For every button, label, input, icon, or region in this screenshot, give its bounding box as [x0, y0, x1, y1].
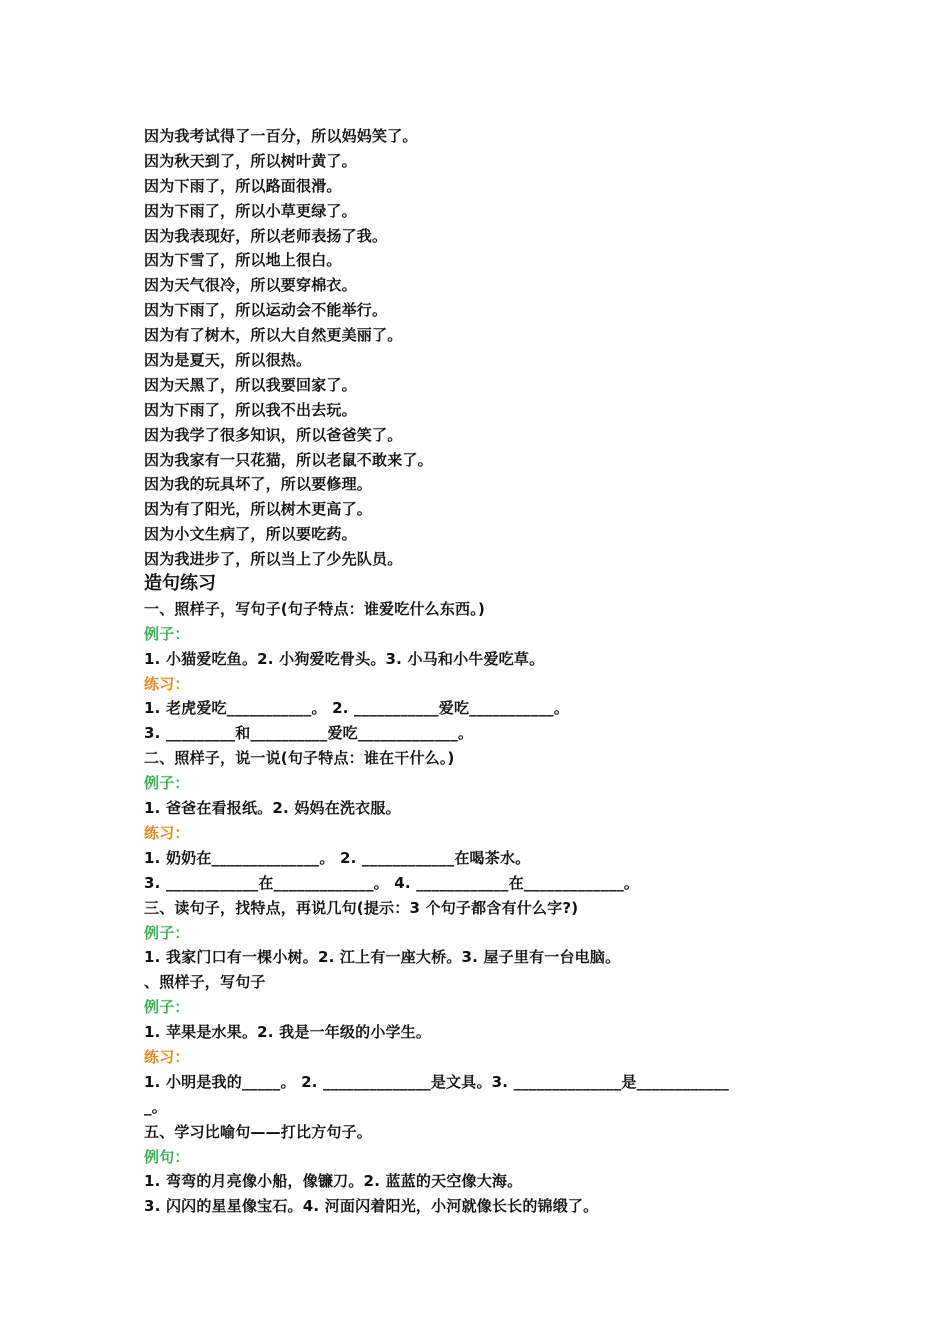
sentence-line: 因为我家有一只花猫，所以老鼠不敢来了。: [144, 450, 433, 469]
sentence-line: 因为我学了很多知识，所以爸爸笑了。: [144, 425, 403, 444]
section-4-example: 1. 苹果是水果。2. 我是一年级的小学生。: [144, 1023, 432, 1042]
section-2-practice-label: 练习：: [144, 823, 190, 842]
section-5-example-1: 1. 弯弯的月亮像小船，像镰刀。2. 蓝蓝的天空像大海。: [144, 1172, 523, 1191]
section-4-practice-1: 1. 小明是我的_____。 2. ______________是文具。3. ______________是____________: [144, 1072, 729, 1091]
section-1-example: 1. 小猫爱吃鱼。2. 小狗爱吃骨头。3. 小马和小牛爱吃草。: [144, 649, 545, 668]
sentence-line: 因为下雨了，所以路面很滑。: [144, 176, 342, 195]
sentence-line: 因为我的玩具坏了，所以要修理。: [144, 475, 373, 494]
section-5-title: 五、学习比喻句——打比方句子。: [144, 1122, 373, 1141]
section-4-title: 、照样子，写句子: [144, 973, 266, 992]
sentence-line: 因为下雨了，所以我不出去玩。: [144, 400, 357, 419]
section-3-example-label: 例子：: [144, 923, 190, 942]
sentence-line: 因为下雨了，所以运动会不能举行。: [144, 301, 388, 320]
section-1-practice-2: 3. _________和__________爱吃_____________。: [144, 724, 474, 743]
sentence-line: 因为是夏天，所以很热。: [144, 351, 312, 370]
sentence-line: 因为我进步了，所以当上了少先队员。: [144, 550, 403, 569]
sentence-line: 因为我表现好，所以老师表扬了我。: [144, 226, 388, 245]
sentence-line: 因为下雪了，所以地上很白。: [144, 251, 342, 270]
sentence-line: 因为下雨了，所以小草更绿了。: [144, 201, 357, 220]
section-1-practice-label: 练习：: [144, 674, 190, 693]
section-1-example-label: 例子：: [144, 624, 190, 643]
section-4-example-label: 例子：: [144, 998, 190, 1017]
section-4-practice-1-continued: _。: [144, 1097, 167, 1116]
sentence-line: 因为秋天到了，所以树叶黄了。: [144, 151, 357, 170]
document-page: [144, 124, 814, 1219]
section-3-example: 1. 我家门口有一棵小树。2. 江上有一座大桥。3. 屋子里有一台电脑。: [144, 948, 621, 967]
section-heading: 造句练习: [144, 573, 216, 595]
section-5-example-2: 3. 闪闪的星星像宝石。4. 河面闪着阳光，小河就像长长的锦缎了。: [144, 1197, 599, 1216]
section-5-example-label: 例句：: [144, 1147, 190, 1166]
sentence-line: 因为我考试得了一百分，所以妈妈笑了。: [144, 127, 418, 145]
section-3-title: 三、读句子，找特点，再说几句(提示：3 个句子都含有什么字?): [144, 898, 579, 917]
section-1-title: 一、照样子，写句子(句子特点：谁爱吃什么东西。): [144, 599, 486, 618]
section-2-practice-1: 1. 奶奶在______________。 2. ____________在喝茶水。: [144, 848, 531, 867]
section-2-practice-2: 3. ____________在_____________。 4. ____________在_____________。: [144, 873, 640, 892]
sentence-line: 因为天气很冷，所以要穿棉衣。: [144, 276, 357, 295]
section-2-example-label: 例子：: [144, 774, 190, 793]
sentence-line: 因为天黑了，所以我要回家了。: [144, 375, 357, 394]
section-2-title: 二、照样子，说一说(句子特点：谁在干什么。): [144, 749, 455, 768]
sentence-line: 因为有了树木，所以大自然更美丽了。: [144, 326, 403, 345]
section-4-practice-label: 练习：: [144, 1047, 190, 1066]
section-2-example: 1. 爸爸在看报纸。2. 妈妈在洗衣服。: [144, 799, 401, 818]
sentence-line: 因为小文生病了，所以要吃药。: [144, 525, 357, 544]
sentence-line: 因为有了阳光，所以树木更高了。: [144, 500, 373, 519]
section-1-practice-1: 1. 老虎爱吃___________。 2. ___________爱吃___________。: [144, 699, 570, 718]
